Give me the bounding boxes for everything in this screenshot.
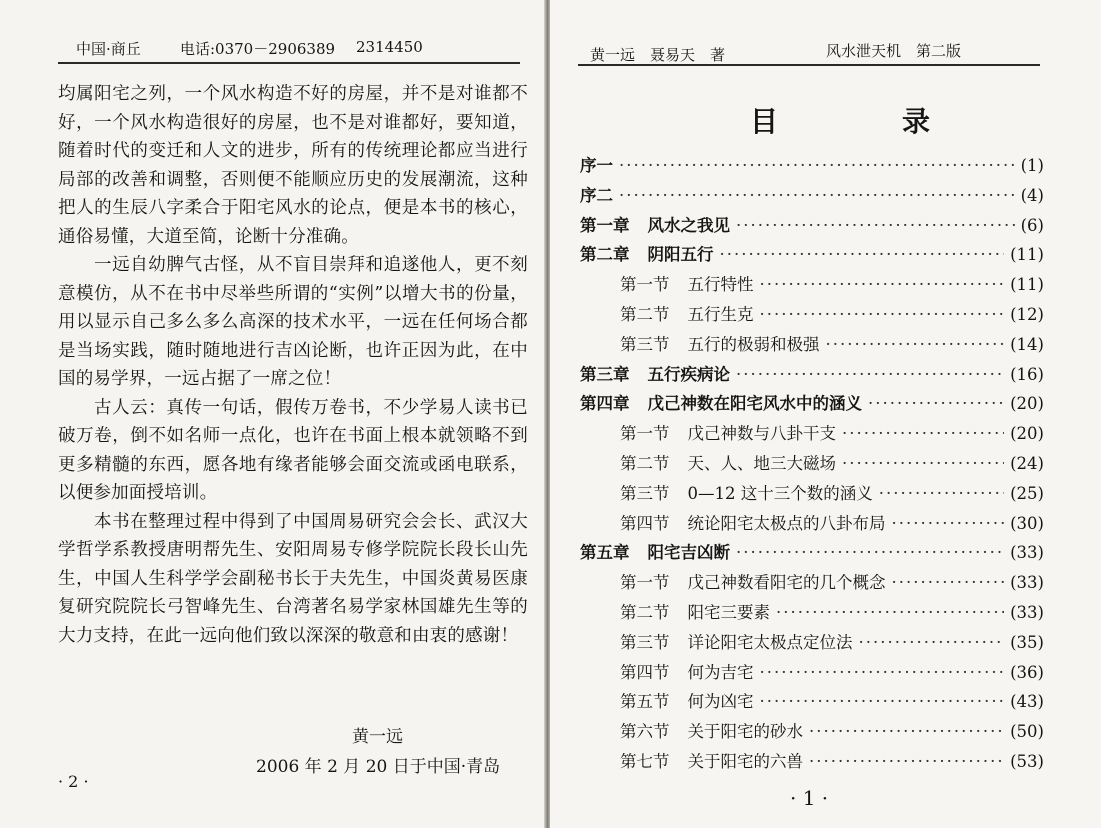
toc-dot-leader: [760, 692, 1005, 711]
toc-dot-leader: [736, 216, 1015, 235]
toc-entry-title: 阳宅三要素: [687, 603, 770, 622]
toc-entry-title: 戊己神数与八卦干支: [687, 424, 836, 443]
toc-dot-leader: [809, 722, 1004, 741]
toc-entry-number: 第四节: [620, 663, 670, 682]
toc-chapter-entry: [580, 390, 1044, 418]
toc-section-entry: [620, 271, 1044, 299]
toc-section-entry: [620, 659, 1044, 687]
toc-dot-leader: [619, 156, 1015, 175]
toc-entry-page: (43): [1010, 692, 1044, 711]
paragraph: 古人云：真传一句话，假传万卷书，不少学易人读书已破万卷，倒不如名师一点化，也许在书面上根本就领略不到更多精髓的东西，愿各地有缘者能够会面交流或函电联系，以便参加面授培训。: [58, 397, 528, 503]
toc-dot-leader: [619, 186, 1015, 205]
toc-entry-page: (11): [1010, 275, 1044, 294]
toc-entry-title: 戊己神数看阳宅的几个概念: [687, 573, 886, 592]
toc-entry-number: 第四章: [580, 394, 630, 413]
toc-entry-title: 何为凶宅: [687, 692, 754, 711]
header-rule: [58, 62, 520, 64]
toc-section-entry: [620, 629, 1044, 657]
toc-dot-leader: [826, 335, 1005, 354]
toc-section-entry: [620, 480, 1044, 508]
toc-entry-page: (50): [1010, 722, 1044, 741]
paragraph: 本书在整理过程中得到了中国周易研究会会长、武汉大学哲学系教授唐明帮先生、安阳周易专修学院院长段长山先生，中国人生科学学会副秘书长于夫先生，中国炎黄易医康复研究院院长弓智峰先生、台湾著名易学家林国雄先生等的大力支持，在此一远向他们致以深深的敬意和由衷的感谢！: [58, 511, 528, 646]
toc-dot-leader: [760, 663, 1005, 682]
toc-entry-title: 关于阳宅的砂水: [687, 722, 803, 741]
toc-entry-number: 第三节: [620, 633, 670, 652]
toc-entry-title: 戊己神数在阳宅风水中的涵义: [647, 394, 862, 413]
toc-entry-number: 第五节: [620, 692, 670, 711]
toc-entry-page: (36): [1010, 663, 1044, 682]
toc-section-entry: [620, 301, 1044, 329]
toc-entry-page: (20): [1010, 394, 1044, 413]
toc-dot-leader: [868, 394, 1004, 413]
toc-dot-leader: [859, 633, 1005, 652]
toc-entry-page: (24): [1010, 454, 1044, 473]
signature-name: 黄一远: [352, 727, 403, 747]
toc-entry-title: 何为吉宅: [687, 663, 754, 682]
toc-section-entry: [620, 688, 1044, 716]
signature-date-place: 2006 年 2 月 20 日于中国·青岛: [256, 757, 501, 777]
toc-entry-page: (12): [1010, 305, 1044, 324]
toc-section-entry: [620, 420, 1044, 448]
paragraph: 一远自幼脾气古怪，从不盲目崇拜和追遂他人，更不刻意模仿，从不在书中尽举些所谓的“实例”以增大书的份量，用以显示自己多么多么高深的技术水平，一远在任何场合都是当场实践，随时随地进行吉凶论断，也许正因为此，在中国的易学界，一远占据了一席之位！: [58, 255, 528, 389]
header-phone: 电话:0370－2906389: [180, 40, 336, 58]
toc-entry-page: (16): [1010, 365, 1044, 384]
toc-entry-title: 序一: [580, 156, 613, 175]
toc-section-entry: [620, 748, 1044, 776]
toc-entry-number: 第三节: [620, 335, 670, 354]
toc-entry-page: (33): [1010, 543, 1044, 562]
header-rule-right: [578, 64, 1040, 66]
toc-entry-title: 关于阳宅的六兽: [687, 752, 803, 771]
left-page: [0, 0, 546, 828]
toc-entry-number: 第二章: [580, 245, 630, 264]
toc-section-entry: [620, 331, 1044, 359]
toc-entry-number: 第七节: [620, 752, 670, 771]
toc-entry-number: 第二节: [620, 603, 670, 622]
toc-dot-leader: [842, 454, 1004, 473]
toc-entry-title: 详论阳宅太极点定位法: [687, 633, 853, 652]
toc-entry-page: (53): [1010, 752, 1044, 771]
body-text: [58, 80, 528, 650]
toc-entry-title: 风水之我见: [647, 216, 730, 235]
toc-entry-number: 第一节: [620, 275, 670, 294]
toc-title: 目 录: [750, 105, 979, 138]
header-authors: 黄一远 聂易天 著: [590, 46, 726, 64]
toc-section-entry: [620, 599, 1044, 627]
toc-entry-number: 第五章: [580, 543, 630, 562]
header-place: 中国·商丘: [76, 40, 141, 58]
toc-entry-title: 五行特性: [687, 275, 754, 294]
toc-entry-page: (33): [1010, 603, 1044, 622]
toc-entry-page: (25): [1010, 484, 1044, 503]
toc-entry-page: (6): [1020, 216, 1044, 235]
toc-chapter-entry: [580, 361, 1044, 389]
toc-entry-title: 天、人、地三大磁场: [687, 454, 836, 473]
toc-entry-title: 统论阳宅太极点的八卦布局: [687, 514, 886, 533]
toc-entry-title: 0—12 这十三个数的涵义: [687, 484, 873, 503]
toc-dot-leader: [736, 543, 1004, 562]
toc-dot-leader: [809, 752, 1004, 771]
toc-entry-title: 阴阳五行: [647, 245, 714, 264]
toc-entry-title: 序二: [580, 186, 613, 205]
toc-section-entry: [620, 718, 1044, 746]
toc-chapter-entry: [580, 212, 1044, 240]
toc-entry-number: 第二节: [620, 454, 670, 473]
toc-entry-page: (4): [1020, 186, 1044, 205]
toc-section-entry: [620, 450, 1044, 478]
toc-entry-number: 第六节: [620, 722, 670, 741]
toc-entry-page: (14): [1010, 335, 1044, 354]
toc-section-entry: [620, 510, 1044, 538]
toc-chapter-entry: [580, 182, 1044, 210]
toc-chapter-entry: [580, 539, 1044, 567]
toc-chapter-entry: [580, 152, 1044, 180]
toc-chapter-entry: [580, 241, 1044, 269]
toc-entry-number: 第一章: [580, 216, 630, 235]
toc-entry-number: 第四节: [620, 514, 670, 533]
toc-section-entry: [620, 569, 1044, 597]
toc-entry-title: 阳宅吉凶断: [647, 543, 730, 562]
toc-dot-leader: [776, 603, 1004, 622]
page-number-right: · 1 ·: [790, 786, 829, 810]
toc-entry-number: 第三章: [580, 365, 630, 384]
toc-dot-leader: [892, 573, 1005, 592]
toc-entry-page: (35): [1010, 633, 1044, 652]
toc-entry-number: 第三节: [620, 484, 670, 503]
toc-entry-title: 五行的极弱和极强: [687, 335, 820, 354]
toc-dot-leader: [892, 514, 1005, 533]
toc-entry-title: 五行生克: [687, 305, 754, 324]
toc-dot-leader: [720, 245, 1005, 264]
page-number-left: · 2 ·: [58, 772, 89, 791]
toc-entry-page: (11): [1010, 245, 1044, 264]
toc-entry-number: 第二节: [620, 305, 670, 324]
toc-entry-page: (33): [1010, 573, 1044, 592]
toc-entry-number: 第一节: [620, 424, 670, 443]
toc-dot-leader: [879, 484, 1004, 503]
header-book-title: 风水泄天机 第二版: [826, 42, 962, 60]
header-extra-number: 2314450: [356, 38, 423, 56]
toc-dot-leader: [842, 424, 1004, 443]
toc-dot-leader: [736, 365, 1004, 384]
toc-entry-number: 第一节: [620, 573, 670, 592]
toc-dot-leader: [760, 305, 1005, 324]
paragraph-continued: 均属阳宅之列，一个风水构造不好的房屋，并不是对谁都不好，一个风水构造很好的房屋，也不是对谁都好，要知道，随着时代的变迁和人文的进步，所有的传统理论都应当进行局部的改善和调整，否则便不能顺应历史的发展潮流，这种把人的生辰八字柔合于阳宅风水的论点，便是本书的核心，通俗易懂，大道至简，论断十分准确。: [58, 84, 528, 247]
toc-dot-leader: [760, 275, 1005, 294]
toc-entry-page: (20): [1010, 424, 1044, 443]
toc-entry-page: (1): [1020, 156, 1044, 175]
toc-entry-page: (30): [1010, 514, 1044, 533]
toc-entry-title: 五行疾病论: [647, 365, 730, 384]
